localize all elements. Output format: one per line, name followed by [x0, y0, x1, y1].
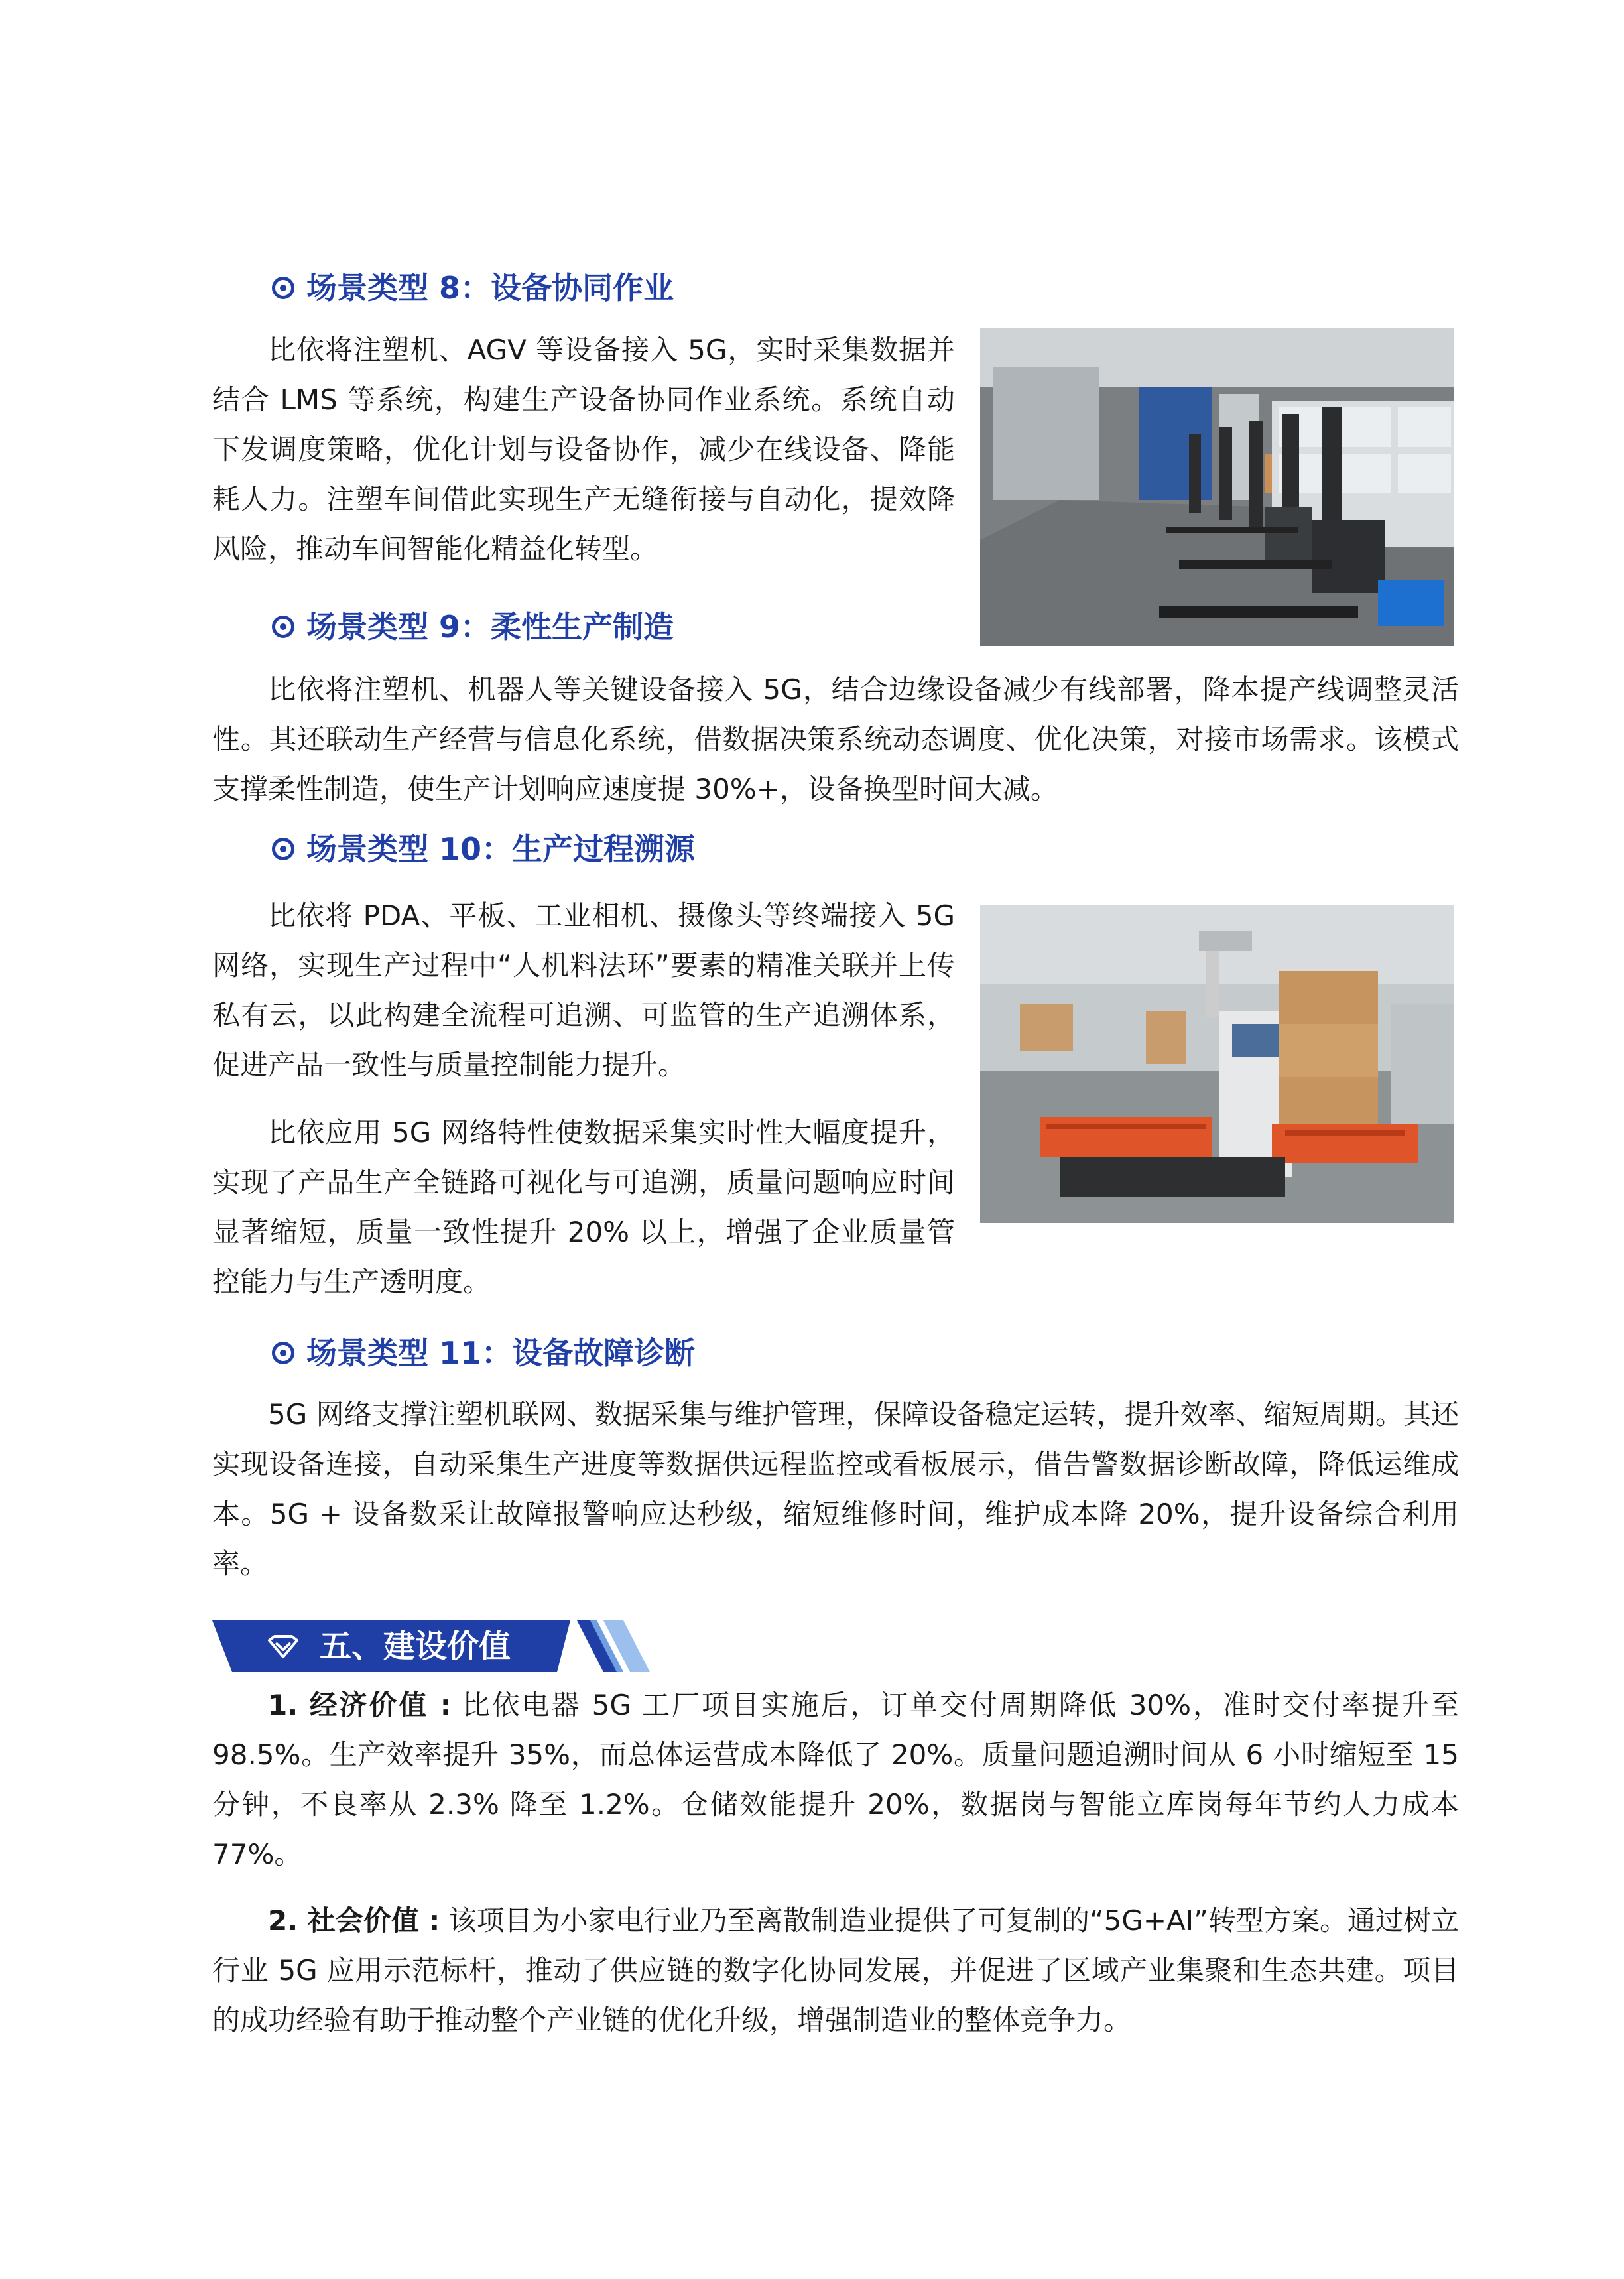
- section-11-paragraph: 5G 网络支撑注塑机联网、数据采集与维护管理，保障设备稳定运转，提升效率、缩短周期。其还实现设备连接，自动采集生产进度等数据供远程监控或看板展示，借告警数据诊断故障，降低运维成本。5G + 设备数采让故障报警响应达秒级，缩短维修时间，维护成本降 20%，提升设备综合利用率。: [212, 1398, 1459, 1580]
- section-banner: [212, 1620, 650, 1672]
- section-heading-text: 场景类型 9：柔性生产制造: [306, 609, 674, 645]
- section-heading-9: [272, 607, 674, 647]
- diamond-icon: [267, 1635, 300, 1659]
- section-9-paragraph: 比依将注塑机、机器人等关键设备接入 5G，结合边缘设备减少有线部署，降本提产线调整灵活性。其还联动生产经营与信息化系统，借数据决策系统动态调度、优化决策，对接市场需求。该模式支撑柔性制造，使生产计划响应速度提 30%+，设备换型时间大减。: [212, 673, 1459, 805]
- target-bullet-icon: [272, 277, 294, 299]
- target-bullet-icon: [272, 1342, 294, 1364]
- economic-value-label: 1. 经济价值 :: [268, 1689, 452, 1721]
- agv-warehouse-photo: [980, 328, 1454, 646]
- economic-value-text: 比依电器 5G 工厂项目实施后，订单交付周期降低 30%，准时交付率提升至 98.5%。生产效率提升 35%，而总体运营成本降低了 20%。质量问题追溯时间从 6 小时缩短至 15 分钟，不良率从 2.3% 降至 1.2%。仓储效能提升 20%，数据岗与智能立库岗每年节约人力成本 77%。: [212, 1689, 1460, 1870]
- target-bullet-icon: [272, 838, 294, 860]
- banner-title: 五、建设价值: [320, 1628, 511, 1665]
- section-8-paragraph: 比依将注塑机、AGV 等设备接入 5G，实时采集数据并结合 LMS 等系统，构建生产设备协同作业系统。系统自动下发调度策略，优化计划与设备协作，减少在线设备、降能耗人力。注塑车间借此实现生产无缝衔接与自动化，提效降风险，推动车间智能化精益化转型。: [212, 334, 955, 565]
- target-bullet-icon: [272, 616, 294, 638]
- social-value-text: 该项目为小家电行业乃至离散制造业提供了可复制的“5G+AI”转型方案。通过树立行业 5G 应用示范标杆，推动了供应链的数字化协同发展，并促进了区域产业集聚和生态共建。项目的成功经验有助于推动整个产业链的优化升级，增强制造业的整体竞争力。: [212, 1904, 1459, 2036]
- section-heading-text: 场景类型 11：设备故障诊断: [306, 1335, 696, 1371]
- section-heading-8: [272, 268, 674, 308]
- social-value-paragraph: [212, 1896, 1459, 2045]
- section-heading-11: [272, 1333, 695, 1373]
- section-10-paragraph-1: 比依将 PDA、平板、工业相机、摄像头等终端接入 5G 网络，实现生产过程中“人机料法环”要素的精准关联并上传私有云，以此构建全流程可追溯、可监管的生产追溯体系，促进产品一致性与质量控制能力提升。: [212, 899, 955, 1081]
- section-heading-text: 场景类型 10：生产过程溯源: [306, 831, 696, 867]
- section-heading-text: 场景类型 8：设备协同作业: [306, 270, 674, 306]
- social-value-label: 2. 社会价值 :: [268, 1904, 440, 1937]
- palletizing-robot-photo: [980, 905, 1454, 1223]
- section-10-paragraph-2: 比依应用 5G 网络特性使数据采集实时性大幅度提升，实现了产品生产全链路可视化与可追溯，质量问题响应时间显著缩短，质量一致性提升 20% 以上，增强了企业质量管控能力与生产透明度。: [212, 1116, 955, 1298]
- section-heading-10: [272, 829, 695, 869]
- economic-value-paragraph: [212, 1680, 1459, 1879]
